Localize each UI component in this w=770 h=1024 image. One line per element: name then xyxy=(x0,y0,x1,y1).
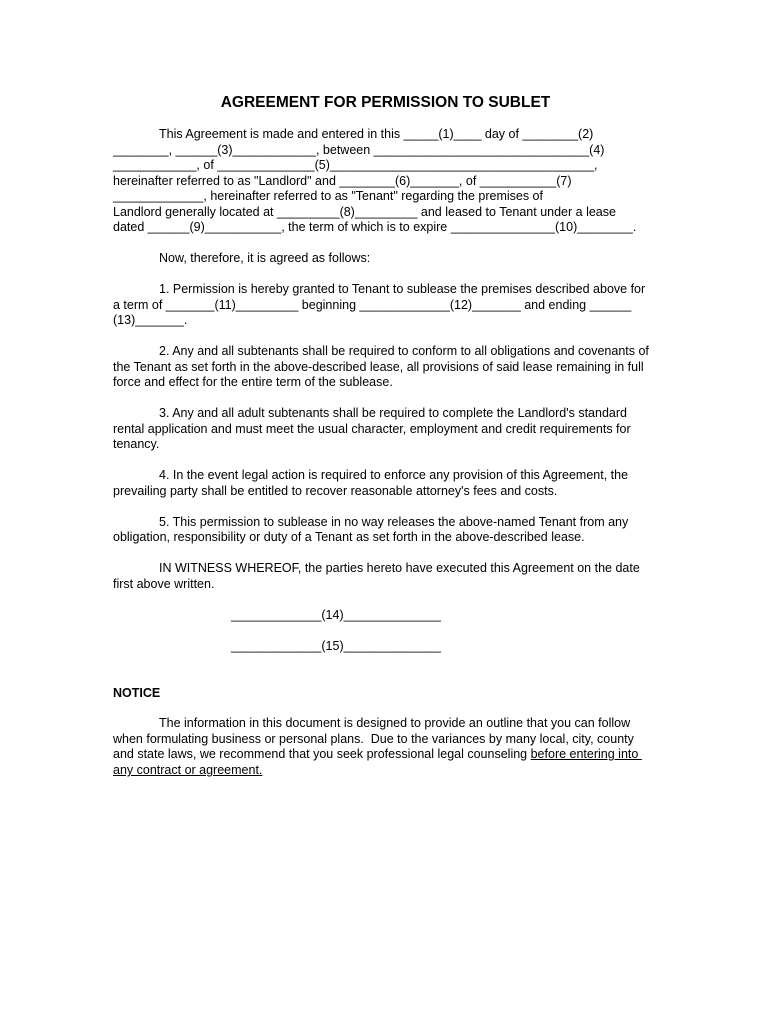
notice-heading: NOTICE xyxy=(113,686,161,700)
clause-3-line-3: tenancy. xyxy=(113,437,160,451)
clause-5-line-1: 5. This permission to sublease in no way releases the above-named Tenant from any xyxy=(159,515,629,529)
intro-line-5: _____________, hereinafter referred to as "Tenant" regarding the premises of xyxy=(113,189,543,203)
clause-3-line-2: rental application and must meet the usual character, employment and credit requirements for xyxy=(113,422,631,436)
witness-line-1: IN WITNESS WHEREOF, the parties hereto have executed this Agreement on the date xyxy=(159,561,640,575)
witness-line-2: first above written. xyxy=(113,577,215,591)
clause-2-line-2: the Tenant as set forth in the above-described lease, all provisions of said lease remaining in full xyxy=(113,360,644,374)
clause-1-line-3: (13)_______. xyxy=(113,313,188,327)
intro-line-2: ________, ______(3)____________, between _______________________________(4) xyxy=(113,143,605,157)
document-title: AGREEMENT FOR PERMISSION TO SUBLET xyxy=(220,94,551,111)
clause-2-line-3: force and effect for the entire term of the sublease. xyxy=(113,375,393,389)
intro-line-7: dated ______(9)___________, the term of which is to expire _______________(10)________. xyxy=(113,220,637,234)
clause-2-line-1: 2. Any and all subtenants shall be required to conform to all obligations and covenants of xyxy=(159,344,649,358)
clause-4-line-1: 4. In the event legal action is required to enforce any provision of this Agreement, the xyxy=(159,468,629,482)
intro-line-3: ____________, of ______________(5)______________________________________, xyxy=(113,158,598,172)
notice-line-3-text: and state laws, we recommend that you seek professional legal counseling xyxy=(113,747,531,761)
notice-line-1: The information in this document is designed to provide an outline that you can follow xyxy=(159,716,631,730)
notice-line-3-underlined: before entering into xyxy=(530,747,642,761)
clause-5-line-2: obligation, responsibility or duty of a Tenant as set forth in the above-described lease. xyxy=(113,530,585,544)
clause-3-line-1: 3. Any and all adult subtenants shall be required to complete the Landlord's standard xyxy=(159,406,627,420)
intro-line-6: Landlord generally located at _________(8)_________ and leased to Tenant under a lease xyxy=(113,205,616,219)
notice-line-2: when formulating business or personal plans. Due to the variances by many local, city, county xyxy=(113,732,634,746)
clause-4-line-2: prevailing party shall be entitled to recover reasonable attorney's fees and costs. xyxy=(113,484,558,498)
clause-1-line-1: 1. Permission is hereby granted to Tenant to sublease the premises described above for xyxy=(159,282,646,296)
notice-line-3 xyxy=(113,747,642,763)
now-therefore-line: Now, therefore, it is agreed as follows: xyxy=(159,251,371,265)
intro-line-1: This Agreement is made and entered in this _____(1)____ day of ________(2) xyxy=(159,127,594,141)
signature-line-14: _____________(14)______________ xyxy=(231,608,441,622)
intro-line-4: hereinafter referred to as "Landlord" and ________(6)_______, of ___________(7) xyxy=(113,174,572,188)
notice-line-4-underlined: any contract or agreement. xyxy=(113,763,263,777)
signature-line-15: _____________(15)______________ xyxy=(231,639,441,653)
clause-1-line-2: a term of _______(11)_________ beginning _____________(12)_______ and ending ______ xyxy=(113,298,632,312)
